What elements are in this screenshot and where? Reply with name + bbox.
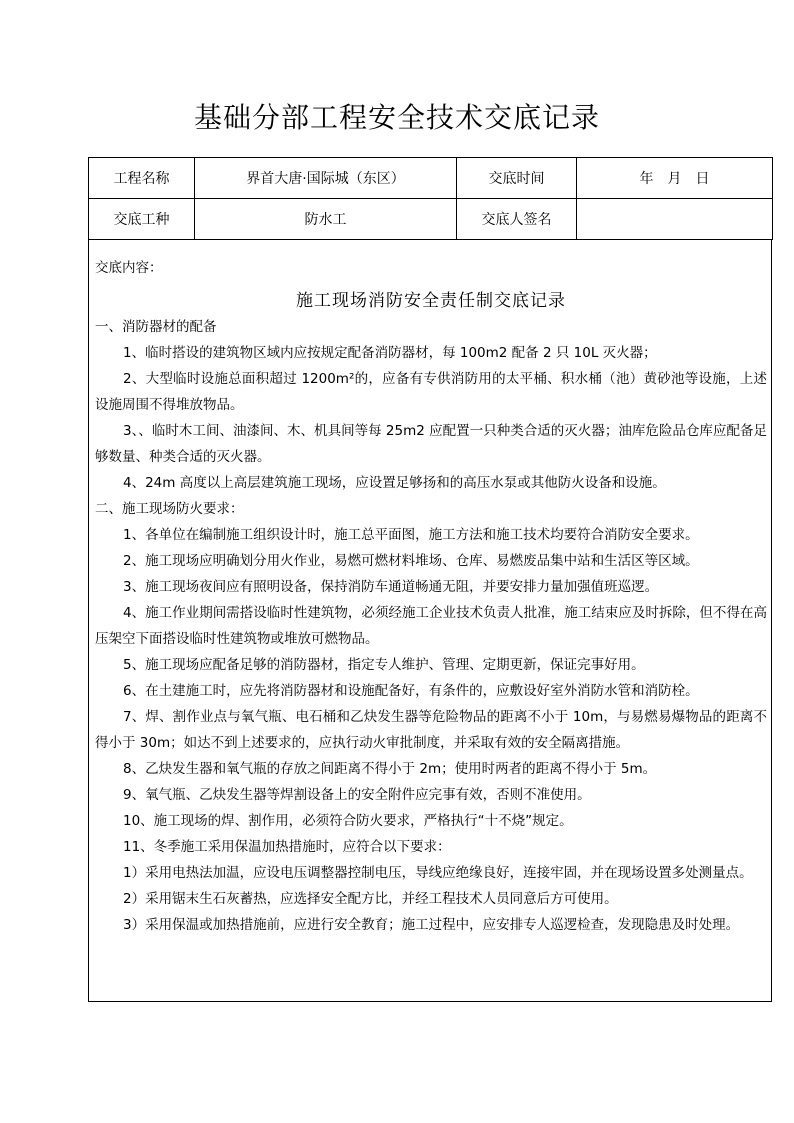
- content-paragraph: 4、施工作业期间需搭设临时性建筑物，必须经施工企业技术负责人批准，施工结束应及时拆除，但不得在高压架空下面搭设临时性建筑物或堆放可燃物品。: [95, 605, 767, 647]
- content-paragraph: 二、施工现场防火要求：: [95, 501, 244, 517]
- signer-value[interactable]: [577, 199, 773, 240]
- trade-value: 防水工: [195, 199, 457, 240]
- document-title: 基础分部工程安全技术交底记录: [193, 101, 600, 134]
- header-row-1: [89, 158, 773, 199]
- content-paragraph: 10、施工现场的焊、割作用，必须符合防火要求，严格执行“十不烧”规定。: [123, 813, 573, 829]
- header-row-2: [89, 199, 773, 240]
- signer-label: 交底人签名: [457, 199, 577, 240]
- content-paragraph: 3）采用保温或加热措施前，应进行安全教育；施工过程中，应安排专人巡逻检查，发现隐患及时处理。: [123, 917, 740, 933]
- content-paragraph: 7、焊、割作业点与氧气瓶、电石桶和乙炔发生器等危险物品的距离不小于 10m，与易燃易爆物品的距离不得小于 30m；如达不到上述要求的，应执行动火审批制度，并采取有效的安全隔离措施。: [95, 709, 767, 751]
- time-value: 年 月 日: [577, 158, 773, 199]
- content-paragraph: 11、冬季施工采用保温加热措施时，应符合以下要求：: [123, 839, 451, 855]
- content-paragraph: 2、施工现场应明确划分用火作业，易燃可燃材料堆场、仓库、易燃废品集中站和生活区等区域。: [123, 553, 699, 569]
- project-name-value: 界首大唐·国际城（东区）: [195, 158, 457, 199]
- content-paragraph: 一、消防器材的配备: [95, 319, 217, 335]
- time-label: 交底时间: [457, 158, 577, 199]
- content-paragraph: 9、氧气瓶、乙炔发生器等焊割设备上的安全附件应完事有效，否则不准使用。: [123, 787, 591, 803]
- content-paragraph: 4、24m 高度以上高层建筑施工现场，应设置足够扬和的高压水泵或其他防火设备和设施。: [123, 475, 666, 491]
- content-paragraph: 6、在土建施工时，应先将消防器材和设施配备好，有条件的，应敷设好室外消防水管和消防栓。: [123, 683, 699, 699]
- content-paragraph: 1、临时搭设的建筑物区域内应按规定配备消防器材，每 100m2 配备 2 只 10L 灭火器；: [123, 345, 657, 361]
- project-name-label: 工程名称: [89, 158, 195, 199]
- content-paragraph: 3、、临时木工间、油漆间、木、机具间等每 25m2 应配置一只种类合适的灭火器；油库危险品仓库应配备足够数量、种类合适的灭火器。: [95, 423, 767, 465]
- content-paragraph: 3、施工现场夜间应有照明设备，保持消防车通道畅通无阻，并要安排力量加强值班巡逻。: [123, 579, 659, 595]
- content-paragraph: 8、乙炔发生器和氧气瓶的存放之间距离不得小于 2m；使用时两者的距离不得小于 5m。: [123, 761, 657, 777]
- trade-label: 交底工种: [89, 199, 195, 240]
- header-table: [88, 157, 773, 240]
- content-label: 交底内容：: [95, 260, 163, 276]
- content-paragraph: 2）采用锯末生石灰蓄热，应选择安全配方比，并经工程技术人员同意后方可使用。: [123, 891, 618, 907]
- content-subtitle: 施工现场消防安全责任制交底记录: [296, 291, 566, 311]
- content-paragraph: 1）采用电热法加温，应设电压调整器控制电压，导线应绝缘良好，连接牢固，并在现场设置多处测量点。: [123, 865, 753, 881]
- content-paragraph: 5、施工现场应配备足够的消防器材，指定专人维护、管理、定期更新，保证完事好用。: [123, 657, 645, 673]
- content-cell: [88, 240, 772, 1002]
- content-paragraph: 1、各单位在编制施工组织设计时，施工总平面图，施工方法和施工技术均要符合消防安全要求。: [123, 527, 699, 543]
- content-paragraph: 2、大型临时设施总面积超过 1200m²的，应备有专供消防用的太平桶、积水桶（池）黄砂池等设施，上述设施周围不得堆放物品。: [95, 371, 767, 413]
- content-body: [95, 314, 767, 938]
